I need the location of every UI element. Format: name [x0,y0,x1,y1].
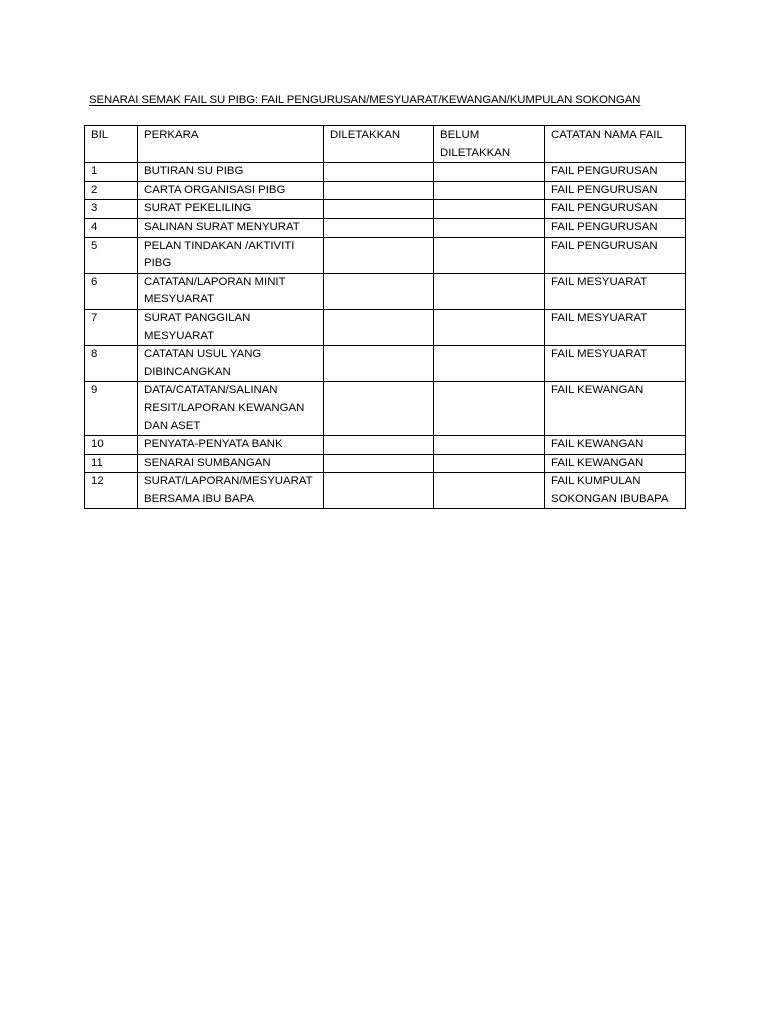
cell-belum-diletakkan [434,309,545,345]
table-row [85,436,686,455]
table-row [85,273,686,309]
cell-bil: 3 [85,200,138,219]
cell-bil: 7 [85,309,138,345]
cell-belum-diletakkan [434,382,545,436]
table-row [85,309,686,345]
cell-bil: 10 [85,436,138,455]
cell-diletakkan [324,346,434,382]
cell-belum-diletakkan [434,200,545,219]
cell-catatan-nama-fail: FAIL PENGURUSAN [545,200,686,219]
cell-diletakkan [324,200,434,219]
cell-perkara: SALINAN SURAT MENYURAT [138,218,324,237]
cell-catatan-nama-fail: FAIL MESYUARAT [545,346,686,382]
page-title: SENARAI SEMAK FAIL SU PIBG: FAIL PENGURUSAN/MESYUARAT/KEWANGAN/KUMPULAN SOKONGAN [89,94,641,106]
cell-diletakkan [324,309,434,345]
table-row [85,218,686,237]
cell-bil: 5 [85,237,138,273]
cell-bil: 9 [85,382,138,436]
table-row [85,473,686,509]
table-body [85,163,686,509]
cell-perkara: SURAT/LAPORAN/MESYUARAT BERSAMA IBU BAPA [138,473,324,509]
cell-diletakkan [324,454,434,473]
cell-perkara: PELAN TINDAKAN /AKTIVITI PIBG [138,237,324,273]
cell-belum-diletakkan [434,163,545,182]
cell-diletakkan [324,273,434,309]
cell-catatan-nama-fail: FAIL MESYUARAT [545,309,686,345]
cell-perkara: SURAT PANGGILAN MESYUARAT [138,309,324,345]
cell-catatan-nama-fail: FAIL KUMPULAN SOKONGAN IBUBAPA [545,473,686,509]
cell-diletakkan [324,473,434,509]
cell-catatan-nama-fail: FAIL PENGURUSAN [545,237,686,273]
cell-bil: 2 [85,181,138,200]
cell-perkara: CATATAN/LAPORAN MINIT MESYUARAT [138,273,324,309]
cell-bil: 6 [85,273,138,309]
cell-catatan-nama-fail: FAIL KEWANGAN [545,436,686,455]
table-row [85,237,686,273]
header-belum-diletakkan: BELUM DILETAKKAN [434,126,545,163]
header-perkara: PERKARA [138,126,324,163]
table-row [85,382,686,436]
header-catatan-nama-fail: CATATAN NAMA FAIL [545,126,686,163]
header-bil: BIL [85,126,138,163]
cell-diletakkan [324,382,434,436]
cell-perkara: SENARAI SUMBANGAN [138,454,324,473]
cell-catatan-nama-fail: FAIL PENGURUSAN [545,218,686,237]
cell-belum-diletakkan [434,473,545,509]
cell-belum-diletakkan [434,273,545,309]
cell-diletakkan [324,218,434,237]
cell-diletakkan [324,436,434,455]
cell-belum-diletakkan [434,218,545,237]
cell-diletakkan [324,237,434,273]
cell-belum-diletakkan [434,237,545,273]
cell-catatan-nama-fail: FAIL PENGURUSAN [545,181,686,200]
cell-diletakkan [324,163,434,182]
cell-perkara: SURAT PEKELILING [138,200,324,219]
cell-belum-diletakkan [434,436,545,455]
cell-bil: 12 [85,473,138,509]
cell-bil: 4 [85,218,138,237]
table-row [85,346,686,382]
table-row [85,163,686,182]
cell-diletakkan [324,181,434,200]
cell-catatan-nama-fail: FAIL KEWANGAN [545,454,686,473]
cell-perkara: PENYATA-PENYATA BANK [138,436,324,455]
cell-bil: 11 [85,454,138,473]
cell-bil: 8 [85,346,138,382]
cell-perkara: BUTIRAN SU PIBG [138,163,324,182]
cell-perkara: CARTA ORGANISASI PIBG [138,181,324,200]
cell-belum-diletakkan [434,346,545,382]
cell-belum-diletakkan [434,181,545,200]
table-row [85,181,686,200]
cell-bil: 1 [85,163,138,182]
cell-belum-diletakkan [434,454,545,473]
cell-perkara: DATA/CATATAN/SALINAN RESIT/LAPORAN KEWANGAN DAN ASET [138,382,324,436]
cell-catatan-nama-fail: FAIL MESYUARAT [545,273,686,309]
cell-catatan-nama-fail: FAIL KEWANGAN [545,382,686,436]
table-header-row [85,126,686,163]
cell-perkara: CATATAN USUL YANG DIBINCANGKAN [138,346,324,382]
table-row [85,200,686,219]
header-diletakkan: DILETAKKAN [324,126,434,163]
checklist-table [84,125,686,509]
cell-catatan-nama-fail: FAIL PENGURUSAN [545,163,686,182]
table-row [85,454,686,473]
